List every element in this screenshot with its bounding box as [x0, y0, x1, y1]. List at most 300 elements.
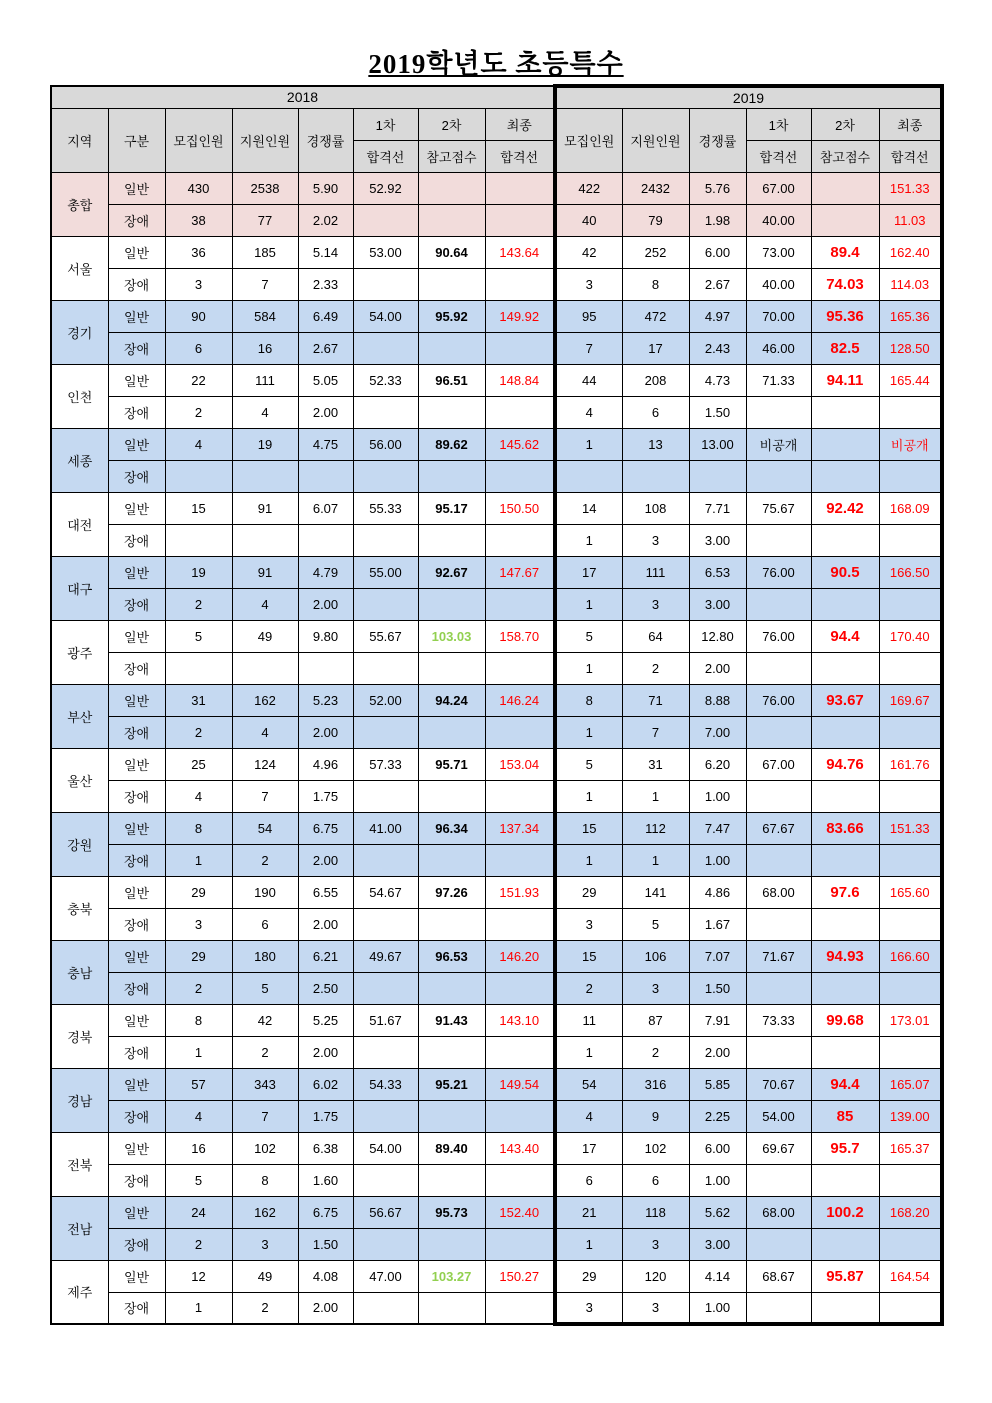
value-cell: 89.40	[418, 1132, 485, 1164]
value-cell	[746, 652, 811, 684]
value-cell	[418, 716, 485, 748]
value-cell	[418, 1100, 485, 1132]
value-cell: 93.67	[811, 684, 879, 716]
value-cell: 158.70	[485, 620, 555, 652]
region-label: 전북	[51, 1132, 108, 1196]
value-cell	[879, 716, 942, 748]
value-cell: 71.67	[746, 940, 811, 972]
value-cell: 1.00	[689, 844, 746, 876]
value-cell: 2.43	[689, 332, 746, 364]
value-cell	[485, 1228, 555, 1260]
value-cell	[485, 332, 555, 364]
value-cell: 1.60	[298, 1164, 353, 1196]
value-cell: 76.00	[746, 684, 811, 716]
category-label: 일반	[108, 364, 165, 396]
value-cell	[353, 652, 418, 684]
value-cell: 38	[165, 204, 232, 236]
value-cell	[418, 204, 485, 236]
col-recruit-2018: 모집인원	[165, 108, 232, 172]
value-cell: 124	[232, 748, 298, 780]
value-cell	[689, 460, 746, 492]
value-cell: 9.80	[298, 620, 353, 652]
table-row	[51, 204, 942, 236]
year-header-row	[51, 86, 942, 108]
value-cell: 103.03	[418, 620, 485, 652]
region-label: 경북	[51, 1004, 108, 1068]
value-cell: 120	[622, 1260, 689, 1292]
value-cell	[811, 1228, 879, 1260]
value-cell: 6.75	[298, 812, 353, 844]
value-cell: 111	[622, 556, 689, 588]
value-cell	[353, 396, 418, 428]
table-row	[51, 172, 942, 204]
region-label: 서울	[51, 236, 108, 300]
value-cell	[485, 460, 555, 492]
value-cell	[746, 716, 811, 748]
category-label: 장애	[108, 204, 165, 236]
category-label: 장애	[108, 332, 165, 364]
value-cell: 4	[555, 396, 622, 428]
value-cell: 17	[555, 556, 622, 588]
value-cell: 95.21	[418, 1068, 485, 1100]
value-cell: 3	[555, 268, 622, 300]
value-cell: 89.4	[811, 236, 879, 268]
value-cell: 1	[165, 1036, 232, 1068]
value-cell: 1	[555, 1036, 622, 1068]
value-cell: 12	[165, 1260, 232, 1292]
value-cell: 102	[232, 1132, 298, 1164]
value-cell	[746, 588, 811, 620]
value-cell: 161.76	[879, 748, 942, 780]
category-label: 장애	[108, 1100, 165, 1132]
value-cell: 54.00	[353, 300, 418, 332]
region-label: 광주	[51, 620, 108, 684]
col-applicants-2018: 지원인원	[232, 108, 298, 172]
col-applicants-2019: 지원인원	[622, 108, 689, 172]
value-cell	[485, 268, 555, 300]
region-label: 대구	[51, 556, 108, 620]
value-cell: 57.33	[353, 748, 418, 780]
col-recruit-2019: 모집인원	[555, 108, 622, 172]
value-cell	[418, 1292, 485, 1324]
value-cell: 90	[165, 300, 232, 332]
value-cell: 29	[555, 1260, 622, 1292]
table-row	[51, 812, 942, 844]
value-cell	[485, 396, 555, 428]
value-cell: 4.79	[298, 556, 353, 588]
value-cell: 2	[165, 716, 232, 748]
value-cell: 143.10	[485, 1004, 555, 1036]
value-cell: 165.60	[879, 876, 942, 908]
value-cell: 2.25	[689, 1100, 746, 1132]
category-label: 일반	[108, 684, 165, 716]
value-cell	[811, 1036, 879, 1068]
table-row	[51, 524, 942, 556]
value-cell	[811, 588, 879, 620]
value-cell	[353, 588, 418, 620]
value-cell	[418, 844, 485, 876]
value-cell	[485, 524, 555, 556]
value-cell: 143.40	[485, 1132, 555, 1164]
value-cell: 5.76	[689, 172, 746, 204]
value-cell: 15	[555, 940, 622, 972]
value-cell: 94.24	[418, 684, 485, 716]
category-label: 장애	[108, 268, 165, 300]
value-cell: 1.50	[689, 396, 746, 428]
value-cell: 1.75	[298, 1100, 353, 1132]
value-cell: 5.85	[689, 1068, 746, 1100]
value-cell	[485, 844, 555, 876]
table-row	[51, 1100, 942, 1132]
value-cell: 146.20	[485, 940, 555, 972]
value-cell: 6	[622, 1164, 689, 1196]
value-cell	[353, 460, 418, 492]
value-cell	[555, 460, 622, 492]
col-ratio-2018: 경쟁률	[298, 108, 353, 172]
category-label: 장애	[108, 396, 165, 428]
value-cell: 8	[232, 1164, 298, 1196]
value-cell	[353, 1100, 418, 1132]
value-cell: 162	[232, 684, 298, 716]
value-cell: 54	[555, 1068, 622, 1100]
value-cell: 147.67	[485, 556, 555, 588]
category-label: 일반	[108, 812, 165, 844]
value-cell	[353, 332, 418, 364]
value-cell: 103.27	[418, 1260, 485, 1292]
value-cell: 비공개	[879, 428, 942, 460]
value-cell: 112	[622, 812, 689, 844]
value-cell	[485, 908, 555, 940]
value-cell: 96.51	[418, 364, 485, 396]
value-cell: 71.33	[746, 364, 811, 396]
value-cell: 2.00	[298, 1292, 353, 1324]
value-cell: 95.17	[418, 492, 485, 524]
value-cell: 165.07	[879, 1068, 942, 1100]
value-cell: 102	[622, 1132, 689, 1164]
value-cell: 169.67	[879, 684, 942, 716]
value-cell: 2.67	[689, 268, 746, 300]
table-row	[51, 1068, 942, 1100]
category-label: 일반	[108, 1196, 165, 1228]
value-cell	[485, 716, 555, 748]
value-cell: 6.00	[689, 1132, 746, 1164]
value-cell: 64	[622, 620, 689, 652]
value-cell: 5	[555, 620, 622, 652]
col-region: 지역	[51, 108, 108, 172]
value-cell: 190	[232, 876, 298, 908]
value-cell: 42	[232, 1004, 298, 1036]
value-cell	[418, 908, 485, 940]
value-cell	[232, 652, 298, 684]
category-label: 장애	[108, 1036, 165, 1068]
value-cell: 4.08	[298, 1260, 353, 1292]
value-cell: 29	[555, 876, 622, 908]
value-cell: 2	[165, 972, 232, 1004]
col-category: 구분	[108, 108, 165, 172]
value-cell	[746, 1292, 811, 1324]
value-cell	[418, 1164, 485, 1196]
value-cell: 67.00	[746, 748, 811, 780]
table-row	[51, 300, 942, 332]
value-cell: 4	[165, 1100, 232, 1132]
value-cell: 76.00	[746, 620, 811, 652]
value-cell: 52.33	[353, 364, 418, 396]
value-cell: 31	[622, 748, 689, 780]
value-cell: 343	[232, 1068, 298, 1100]
col-round1-2019: 1차	[746, 108, 811, 140]
value-cell: 5.14	[298, 236, 353, 268]
value-cell: 95.92	[418, 300, 485, 332]
value-cell: 29	[165, 876, 232, 908]
value-cell: 1	[555, 652, 622, 684]
value-cell: 5.62	[689, 1196, 746, 1228]
value-cell	[622, 460, 689, 492]
value-cell: 68.00	[746, 1196, 811, 1228]
value-cell	[746, 1164, 811, 1196]
value-cell: 9	[622, 1100, 689, 1132]
value-cell	[485, 204, 555, 236]
value-cell: 1.67	[689, 908, 746, 940]
value-cell: 4.97	[689, 300, 746, 332]
category-label: 일반	[108, 1260, 165, 1292]
value-cell: 7.00	[689, 716, 746, 748]
category-label: 일반	[108, 300, 165, 332]
value-cell: 70.67	[746, 1068, 811, 1100]
value-cell: 149.92	[485, 300, 555, 332]
value-cell: 3	[622, 1292, 689, 1324]
category-label: 장애	[108, 524, 165, 556]
value-cell: 7.71	[689, 492, 746, 524]
value-cell	[811, 1292, 879, 1324]
value-cell: 68.67	[746, 1260, 811, 1292]
value-cell	[418, 652, 485, 684]
value-cell: 4	[232, 588, 298, 620]
value-cell	[746, 396, 811, 428]
value-cell	[879, 396, 942, 428]
value-cell: 51.67	[353, 1004, 418, 1036]
value-cell: 3	[555, 908, 622, 940]
value-cell: 90.5	[811, 556, 879, 588]
value-cell: 53.00	[353, 236, 418, 268]
value-cell	[811, 172, 879, 204]
value-cell: 94.93	[811, 940, 879, 972]
value-cell: 25	[165, 748, 232, 780]
year-2018-header: 2018	[51, 86, 555, 108]
value-cell: 2	[232, 844, 298, 876]
value-cell: 13.00	[689, 428, 746, 460]
value-cell: 4	[165, 780, 232, 812]
value-cell	[353, 268, 418, 300]
value-cell: 5.90	[298, 172, 353, 204]
value-cell: 94.4	[811, 1068, 879, 1100]
value-cell: 7.47	[689, 812, 746, 844]
value-cell: 8	[165, 1004, 232, 1036]
value-cell: 17	[622, 332, 689, 364]
value-cell: 5.23	[298, 684, 353, 716]
value-cell: 1	[555, 428, 622, 460]
value-cell: 166.60	[879, 940, 942, 972]
value-cell: 68.00	[746, 876, 811, 908]
value-cell: 166.50	[879, 556, 942, 588]
value-cell: 2.33	[298, 268, 353, 300]
value-cell: 95	[555, 300, 622, 332]
page-title: 2019학년도 초등특수	[368, 49, 624, 79]
value-cell: 55.67	[353, 620, 418, 652]
value-cell: 15	[555, 812, 622, 844]
value-cell: 100.2	[811, 1196, 879, 1228]
value-cell: 54.67	[353, 876, 418, 908]
region-label: 경기	[51, 300, 108, 364]
value-cell: 150.50	[485, 492, 555, 524]
value-cell: 40	[555, 204, 622, 236]
region-label: 전남	[51, 1196, 108, 1260]
value-cell	[746, 972, 811, 1004]
value-cell	[879, 1228, 942, 1260]
value-cell: 5	[555, 748, 622, 780]
value-cell: 2.00	[298, 716, 353, 748]
value-cell	[418, 524, 485, 556]
value-cell: 96.34	[418, 812, 485, 844]
value-cell: 83.66	[811, 812, 879, 844]
value-cell: 6.07	[298, 492, 353, 524]
value-cell: 14	[555, 492, 622, 524]
category-label: 일반	[108, 876, 165, 908]
value-cell: 54.00	[746, 1100, 811, 1132]
value-cell: 3	[622, 972, 689, 1004]
value-cell: 153.04	[485, 748, 555, 780]
table-row	[51, 460, 942, 492]
value-cell: 1	[555, 844, 622, 876]
table-row	[51, 716, 942, 748]
column-header-row	[51, 108, 942, 140]
value-cell: 6	[622, 396, 689, 428]
value-cell: 95.73	[418, 1196, 485, 1228]
value-cell	[165, 524, 232, 556]
value-cell	[879, 524, 942, 556]
value-cell	[353, 1228, 418, 1260]
category-label: 장애	[108, 1292, 165, 1324]
category-label: 일반	[108, 172, 165, 204]
value-cell: 19	[232, 428, 298, 460]
value-cell: 99.68	[811, 1004, 879, 1036]
value-cell: 비공개	[746, 428, 811, 460]
region-label: 인천	[51, 364, 108, 428]
table-row	[51, 972, 942, 1004]
sub-cutline-final-2019: 합격선	[879, 140, 942, 172]
value-cell	[298, 460, 353, 492]
value-cell: 2.00	[298, 396, 353, 428]
value-cell: 79	[622, 204, 689, 236]
value-cell: 90.64	[418, 236, 485, 268]
value-cell: 89.62	[418, 428, 485, 460]
value-cell	[811, 460, 879, 492]
value-cell: 5	[165, 620, 232, 652]
value-cell	[353, 716, 418, 748]
value-cell: 173.01	[879, 1004, 942, 1036]
table-row	[51, 1292, 942, 1324]
value-cell: 162	[232, 1196, 298, 1228]
value-cell: 139.00	[879, 1100, 942, 1132]
value-cell	[746, 908, 811, 940]
value-cell: 2538	[232, 172, 298, 204]
value-cell: 74.03	[811, 268, 879, 300]
value-cell	[879, 460, 942, 492]
value-cell: 75.67	[746, 492, 811, 524]
value-cell: 422	[555, 172, 622, 204]
value-cell: 6.55	[298, 876, 353, 908]
value-cell	[811, 716, 879, 748]
table-row	[51, 1004, 942, 1036]
value-cell: 7	[232, 1100, 298, 1132]
value-cell: 150.27	[485, 1260, 555, 1292]
value-cell: 92.42	[811, 492, 879, 524]
value-cell: 1.50	[298, 1228, 353, 1260]
value-cell: 70.00	[746, 300, 811, 332]
value-cell: 143.64	[485, 236, 555, 268]
table-row	[51, 588, 942, 620]
value-cell: 185	[232, 236, 298, 268]
value-cell	[418, 268, 485, 300]
value-cell: 430	[165, 172, 232, 204]
value-cell: 148.84	[485, 364, 555, 396]
value-cell	[485, 1036, 555, 1068]
value-cell	[811, 204, 879, 236]
value-cell: 108	[622, 492, 689, 524]
value-cell: 67.67	[746, 812, 811, 844]
value-cell: 168.20	[879, 1196, 942, 1228]
value-cell	[879, 652, 942, 684]
value-cell: 1.00	[689, 1292, 746, 1324]
value-cell: 41.00	[353, 812, 418, 844]
value-cell: 8	[622, 268, 689, 300]
value-cell	[353, 1292, 418, 1324]
value-cell: 7	[622, 716, 689, 748]
value-cell: 2.50	[298, 972, 353, 1004]
value-cell: 3	[622, 588, 689, 620]
value-cell: 4	[555, 1100, 622, 1132]
value-cell: 31	[165, 684, 232, 716]
value-cell: 1	[165, 844, 232, 876]
value-cell: 1	[622, 844, 689, 876]
value-cell: 3.00	[689, 524, 746, 556]
value-cell: 8	[165, 812, 232, 844]
value-cell: 146.24	[485, 684, 555, 716]
value-cell	[746, 1036, 811, 1068]
value-cell: 3	[165, 268, 232, 300]
value-cell: 4	[232, 396, 298, 428]
value-cell: 4	[232, 716, 298, 748]
value-cell	[485, 1164, 555, 1196]
value-cell: 55.00	[353, 556, 418, 588]
region-label: 울산	[51, 748, 108, 812]
value-cell: 76.00	[746, 556, 811, 588]
value-cell: 2.00	[689, 652, 746, 684]
value-cell	[811, 652, 879, 684]
value-cell	[353, 1036, 418, 1068]
table-row	[51, 236, 942, 268]
value-cell	[165, 652, 232, 684]
category-label: 일반	[108, 236, 165, 268]
year-2019-header: 2019	[555, 86, 942, 108]
value-cell: 97.6	[811, 876, 879, 908]
value-cell: 170.40	[879, 620, 942, 652]
value-cell: 3.00	[689, 1228, 746, 1260]
value-cell: 56.67	[353, 1196, 418, 1228]
region-label: 제주	[51, 1260, 108, 1324]
value-cell: 152.40	[485, 1196, 555, 1228]
value-cell: 6.21	[298, 940, 353, 972]
region-label: 대전	[51, 492, 108, 556]
